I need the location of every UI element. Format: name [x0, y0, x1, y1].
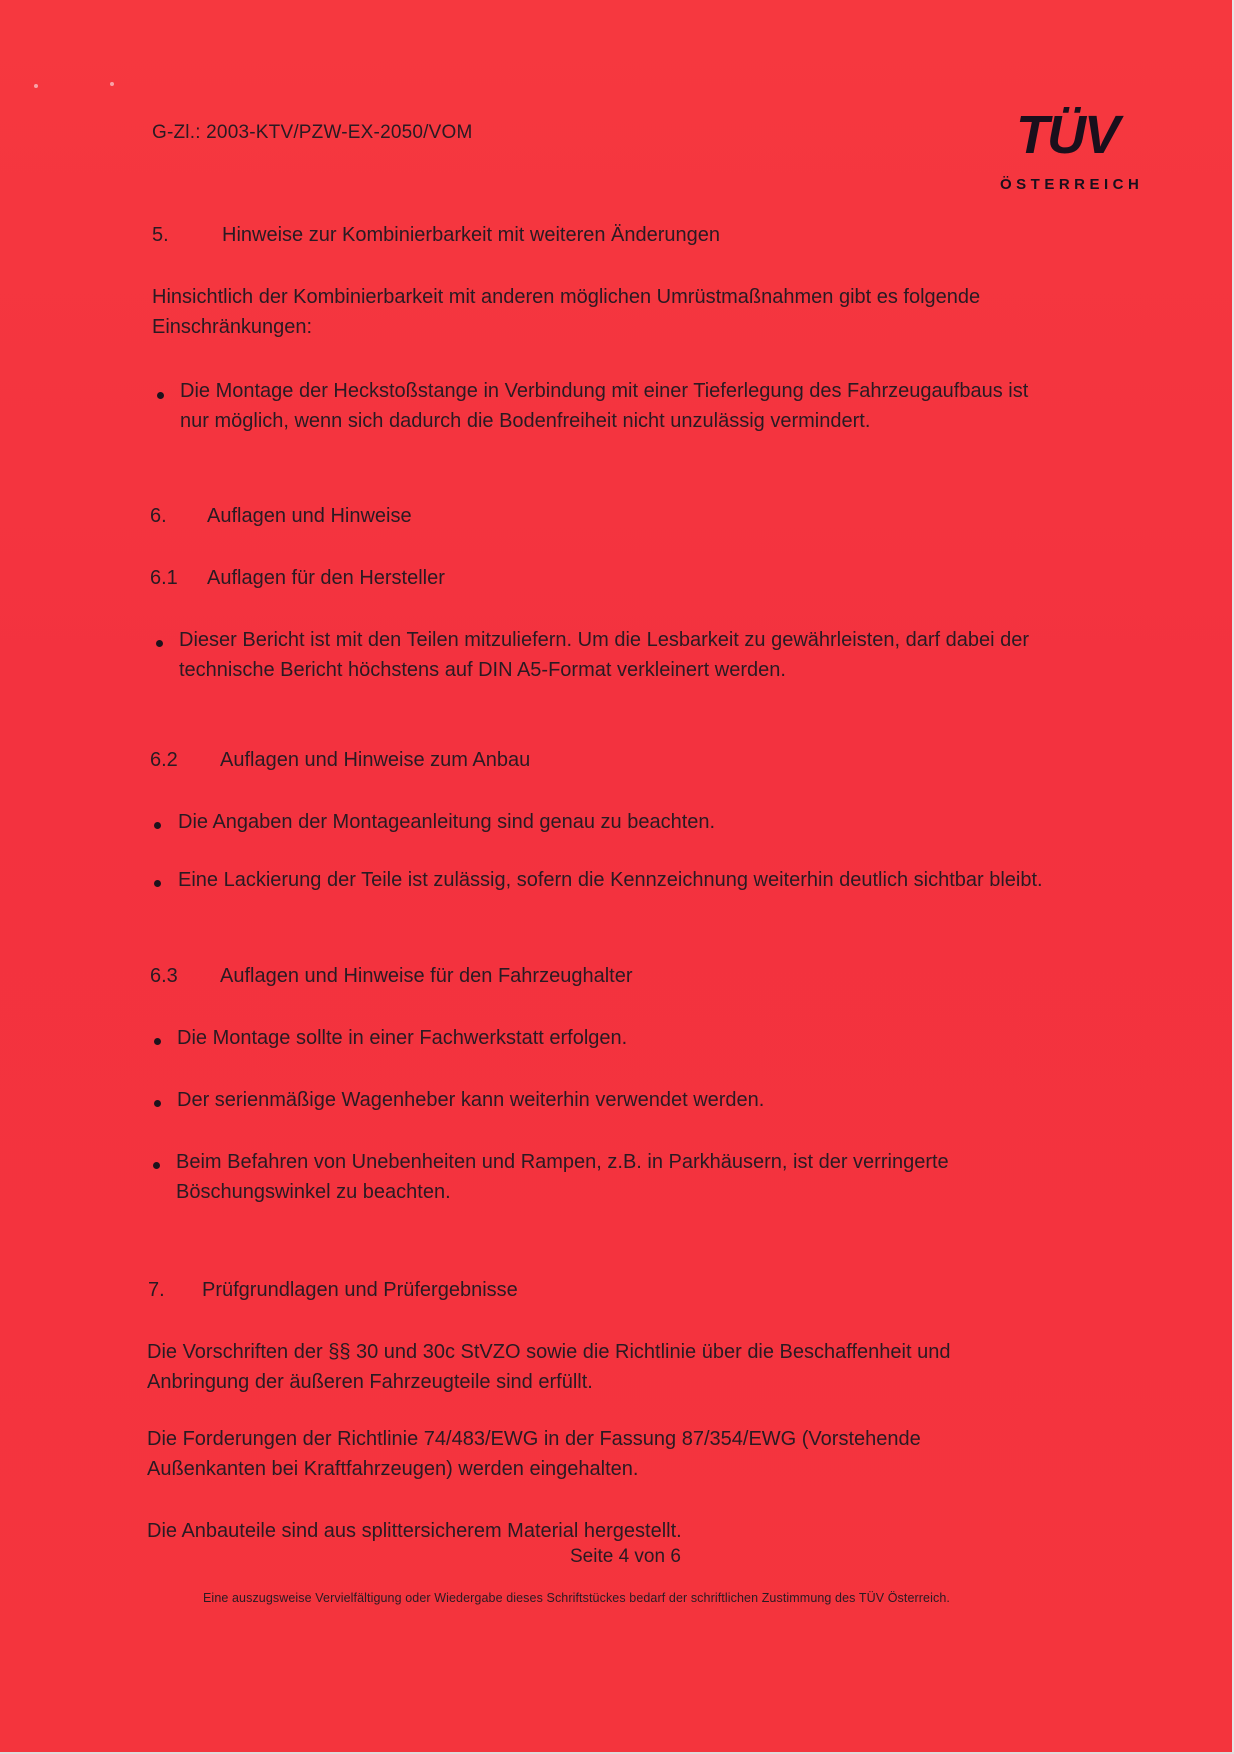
section-title: Auflagen und Hinweise — [207, 505, 412, 527]
paragraph-line: Böschungswinkel zu beachten. — [176, 1181, 451, 1203]
section-6-1-heading — [150, 563, 445, 593]
paper-speck — [110, 82, 114, 86]
section-number: 6.3 — [150, 965, 178, 987]
paragraph-line: Anbringung der äußeren Fahrzeugteile sind erfüllt. — [147, 1371, 593, 1393]
section-title: Hinweise zur Kombinierbarkeit mit weiteren Änderungen — [222, 224, 721, 246]
section-7-heading — [148, 1275, 518, 1305]
section-7-paragraph-2 — [147, 1424, 921, 1484]
section-5-heading — [152, 220, 720, 250]
paragraph-line: Die Vorschriften der §§ 30 und 30c StVZO sowie die Richtlinie über die Beschaffenheit und — [147, 1341, 951, 1363]
bullet-icon — [154, 1100, 161, 1107]
paragraph-line: Hinsichtlich der Kombinierbarkeit mit anderen möglichen Umrüstmaßnahmen gibt es folgende — [152, 286, 981, 308]
bullet-icon — [156, 640, 163, 647]
section-title: Auflagen und Hinweise zum Anbau — [220, 749, 531, 771]
paper-speck — [34, 84, 38, 88]
page-number: Seite 4 von 6 — [570, 1546, 681, 1567]
section-number: 6.2 — [150, 749, 178, 771]
bullet-icon — [154, 880, 161, 887]
section-6-3-heading — [150, 961, 632, 991]
paragraph-line: Beim Befahren von Unebenheiten und Rampen, z.B. in Parkhäusern, ist der verringerte — [176, 1151, 949, 1173]
section-number: 5. — [152, 224, 169, 246]
bullet-icon — [154, 822, 161, 829]
tuv-logo-country: ÖSTERREICH — [1000, 176, 1144, 193]
section-6-2-heading — [150, 745, 530, 775]
tuv-logo — [1000, 105, 1160, 198]
section-5-intro — [152, 282, 980, 342]
section-title: Prüfgrundlagen und Prüfergebnisse — [202, 1279, 518, 1301]
section-6-heading — [150, 501, 412, 531]
paragraph-line: technische Bericht höchstens auf DIN A5-Format verkleinert werden. — [179, 659, 786, 681]
paragraph-line: Die Montage der Heckstoßstange in Verbindung mit einer Tieferlegung des Fahrzeugaufbaus ist — [180, 380, 1029, 402]
bullet-icon — [153, 1162, 160, 1169]
paragraph-line: Einschränkungen: — [152, 316, 313, 338]
section-title: Auflagen und Hinweise für den Fahrzeughalter — [220, 965, 633, 987]
tuv-logo-mark: TÜV — [1016, 105, 1118, 165]
section-6-3-bullet-3 — [176, 1147, 949, 1207]
bullet-icon — [157, 392, 164, 399]
paragraph-line: Außenkanten bei Kraftfahrzeugen) werden eingehalten. — [147, 1458, 639, 1480]
reference-number: G-Zl.: 2003-KTV/PZW-EX-2050/VOM — [152, 122, 473, 143]
paragraph-line: Die Forderungen der Richtlinie 74/483/EWG in der Fassung 87/354/EWG (Vorstehende — [147, 1428, 921, 1450]
section-6-2-bullet-2: Eine Lackierung der Teile ist zulässig, sofern die Kennzeichnung weiterhin deutlich sichtbar bleibt. — [178, 869, 1043, 891]
section-number: 6.1 — [150, 567, 178, 589]
section-6-3-bullet-1: Die Montage sollte in einer Fachwerkstatt erfolgen. — [177, 1027, 628, 1049]
paragraph-line: Dieser Bericht ist mit den Teilen mitzuliefern. Um die Lesbarkeit zu gewährleisten, darf dabei der — [179, 629, 1030, 651]
copyright-note: Eine auszugsweise Vervielfältigung oder Wiedergabe dieses Schriftstückes bedarf der schriftlichen Zustimmung des TÜV Österreich. — [203, 1591, 950, 1605]
paragraph-line: nur möglich, wenn sich dadurch die Bodenfreiheit nicht unzulässig vermindert. — [180, 410, 871, 432]
section-title: Auflagen für den Hersteller — [207, 567, 445, 589]
section-6-3-bullet-2: Der serienmäßige Wagenheber kann weiterhin verwendet werden. — [177, 1089, 765, 1111]
section-number: 6. — [150, 505, 167, 527]
section-6-2-bullet-1: Die Angaben der Montageanleitung sind genau zu beachten. — [178, 811, 716, 833]
bullet-icon — [154, 1038, 161, 1045]
section-number: 7. — [148, 1279, 165, 1301]
section-7-paragraph-3: Die Anbauteile sind aus splittersicherem Material hergestellt. — [147, 1520, 682, 1542]
section-5-bullet-1 — [180, 376, 1028, 436]
section-6-1-bullet-1 — [179, 625, 1029, 685]
section-7-paragraph-1 — [147, 1337, 950, 1397]
